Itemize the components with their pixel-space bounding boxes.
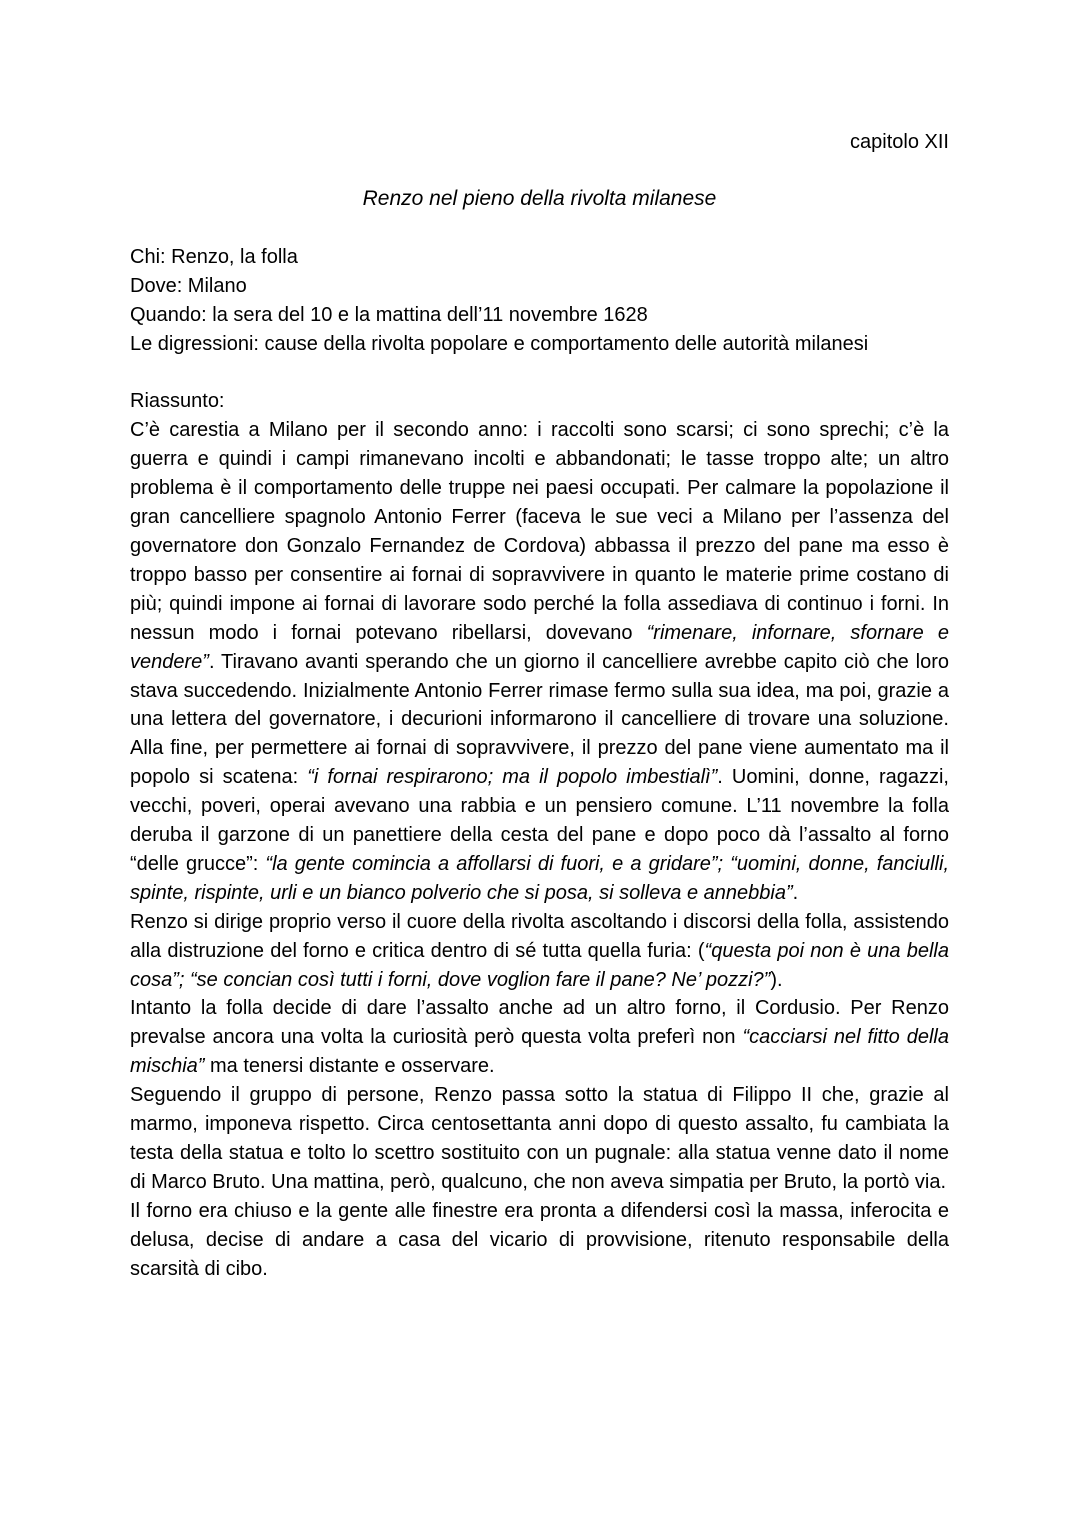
text-run: Intanto la folla decide di dare l’assalto anche ad un altro forno, il Cordusio. Per Renzo prevalse ancora una volta la curiosità però questa volta preferì non (130, 997, 949, 1049)
chapter-label: capitolo XII (850, 131, 949, 153)
quote-run: “rimenare, infornare, sfornare e vendere” (130, 621, 949, 673)
text-run: Renzo si dirige proprio verso il cuore della rivolta ascoltando i discorsi della folla, assistendo alla distruzione del forno e critica dentro di sé tutta quella furia: ( (130, 910, 949, 962)
summary-paragraph-3 (130, 994, 949, 1081)
text-run: . Uomini, donne, ragazzi, vecchi, poveri, operai avevano una rabbia e un pensiero comune. L’11 novembre la folla deruba il garzone di un panettiere della cesta del pane e dopo poco dà l’assalto al forno “delle grucce”: (130, 766, 949, 875)
text-run: ma tenersi distante e osservare. (204, 1055, 495, 1078)
text-run: C’è carestia a Milano per il secondo anno: i raccolti sono scarsi; ci sono sprechi; c’è la guerra e quindi i campi rimanevano incolti e abbandonati; le tasse troppo alte; un altro problema è il comportamento delle truppe nei paesi occupati. Per calmare la popolazione il gran cancelliere spagnolo Antonio Ferrer (faceva le sue veci a Milano per l’assenza del governatore don Gonzalo Fernandez de Cordova) abbassa il prezzo del pane ma esso è troppo basso per consentire ai fornai di sopravvivere in quanto le materie prime costano di più; quindi impone ai fornai di lavorare sodo perché la folla assediava di continuo i forni. In nessun modo i fornai potevano ribellarsi, dovevano (130, 419, 949, 644)
document-page (130, 128, 949, 1284)
quote-run: “la gente comincia a affollarsi di fuori, e a gridare”; “uomini, donne, fanciulli, spinte, rispinte, urli e un bianco polverio che si posa, si solleva e annebbia” (130, 852, 950, 904)
text-run: . (792, 881, 799, 904)
meta-chi: Chi: Renzo, la folla (130, 245, 298, 268)
text-run: ). (770, 968, 783, 991)
summary-heading: Riassunto: (130, 390, 225, 413)
meta-dove: Dove: Milano (130, 274, 247, 297)
meta-block (130, 243, 949, 359)
summary-paragraph-1 (130, 416, 949, 907)
quote-run: “questa poi non è una bella cosa”; “se concian così tutti i forni, dove voglion fare il pane? Ne’ pozzi?” (130, 939, 949, 991)
meta-digressioni: Le digressioni: cause della rivolta popolare e comportamento delle autorità milanesi (130, 332, 869, 355)
meta-quando: Quando: la sera del 10 e la mattina dell’11 novembre 1628 (130, 303, 648, 326)
text-run: . Tiravano avanti sperando che un giorno il cancelliere avrebbe capito ciò che loro stava succedendo. Inizialmente Antonio Ferrer rimase fermo sulla sua idea, ma poi, grazie a una lettera del governatore, i decurioni informarono il cancelliere di trovare una soluzione. Alla fine, per permettere ai fornai di sopravvivere, il prezzo del pane viene aumentato ma il popolo si scatena: (130, 650, 949, 789)
summary-paragraph-2 (130, 908, 949, 995)
summary-paragraph-4: Seguendo il gruppo di persone, Renzo passa sotto la statua di Filippo II che, grazie al marmo, imponeva rispetto. Circa centosettanta anni dopo di questo assalto, fu cambiata la testa della statua e tolto lo scettro sostituito con un pugnale: alla statua venne dato il nome di Marco Bruto. Una mattina, però, qualcuno, che non aveva simpatia per Bruto, la portò via. (130, 1084, 949, 1193)
quote-run: “cacciarsi nel fitto della mischia” (130, 1026, 949, 1078)
quote-run: “i fornai respirarono; ma il popolo imbestialì” (307, 766, 718, 789)
document-title: Renzo nel pieno della rivolta milanese (362, 186, 717, 210)
summary-paragraph-5: Il forno era chiuso e la gente alle finestre era pronta a difendersi così la massa, inferocita e delusa, decise di andare a casa del vicario di provvisione, ritenuto responsabile della scarsità di cibo. (130, 1199, 949, 1280)
